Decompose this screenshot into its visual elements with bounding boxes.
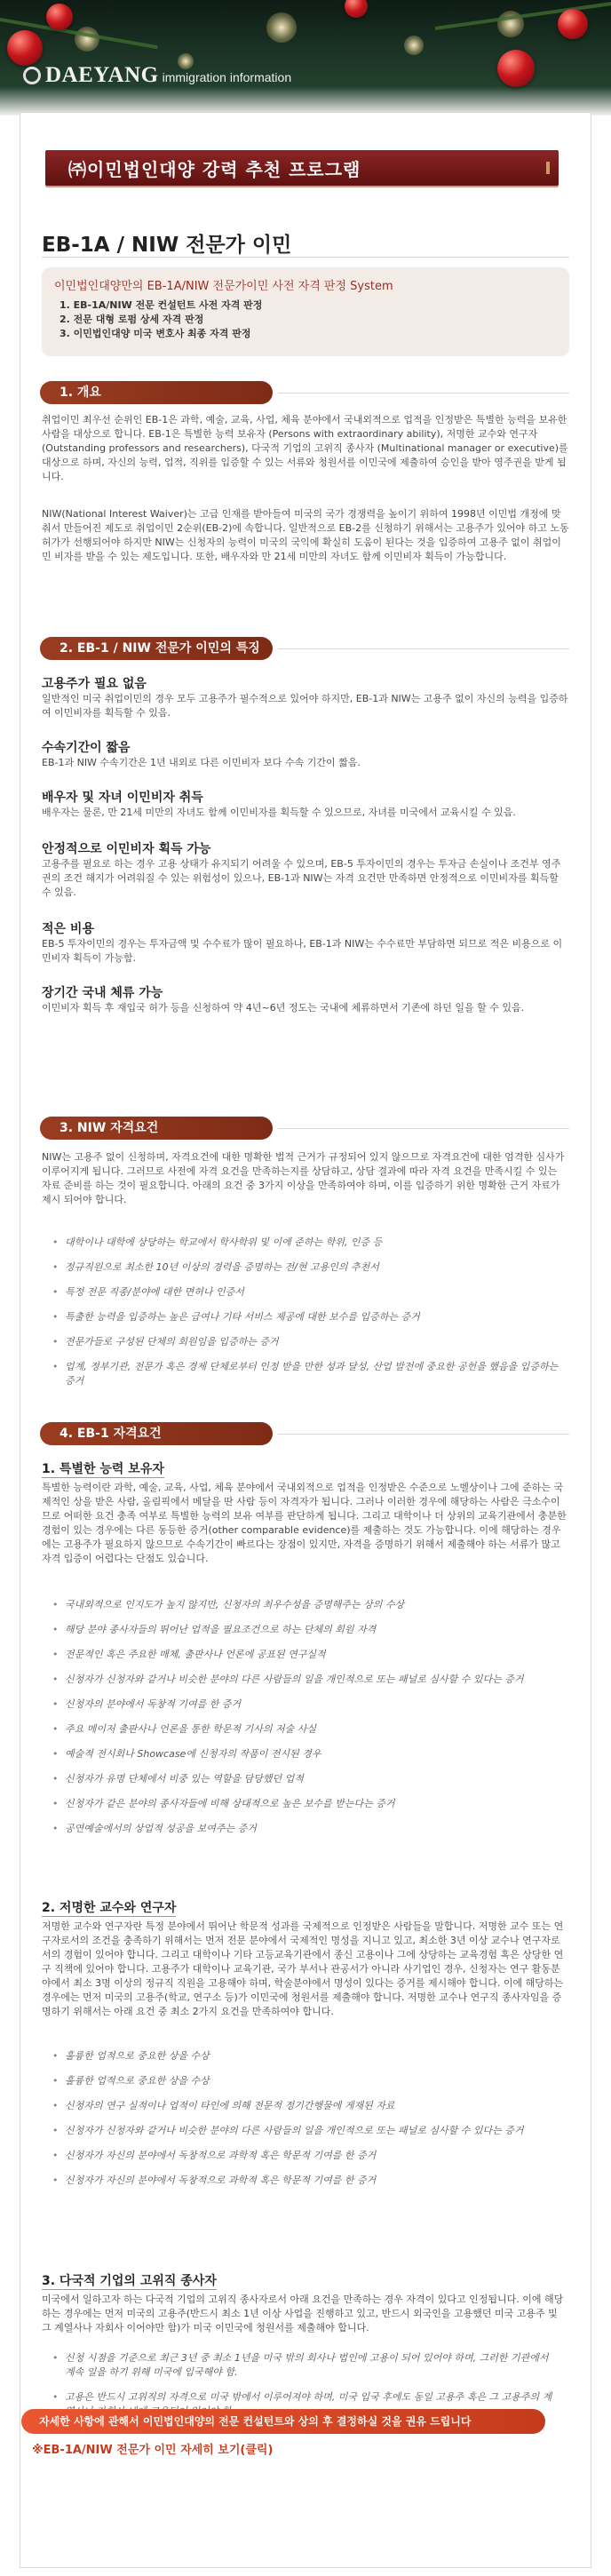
eb1-ability-list	[52, 1598, 559, 1847]
light-bokeh	[404, 36, 424, 55]
light-bokeh	[75, 27, 99, 52]
list-item: • 예술적 전시회나 Showcase에 신청자의 작품이 전시된 경우	[52, 1747, 559, 1761]
ornament-ball	[46, 4, 73, 30]
section-divider	[278, 1128, 569, 1129]
consult-notice-banner: 자세한 사항에 관해서 이민법인대양의 전문 컨설턴트와 상의 후 결정하실 것을 권유 드립니다	[21, 2409, 545, 2434]
list-item: • 해당 분야 종사자들의 뛰어난 업적을 필요조건으로 하는 단체의 회원 자격	[52, 1623, 559, 1637]
feature-text: EB-5 투자이민의 경우는 투자금액 및 수수료가 많이 필요하나, EB-1과 NIW는 수수료만 부담하면 되므로 적은 비용으로 이민비자 획득이 가능함.	[42, 938, 563, 964]
feature-text: EB-1과 NIW 수속기간은 1년 내외로 다른 이민비자 보다 수속 기간이 짧음.	[42, 757, 361, 768]
feature-heading: 고용주가 필요 없음	[42, 677, 147, 691]
section-divider	[278, 393, 569, 394]
ornament-ball	[497, 50, 535, 87]
list-item: • 훌륭한 업적으로 중요한 상을 수상	[52, 2049, 559, 2063]
list-item: • 특출한 능력을 입증하는 높은 급여나 기타 서비스 제공에 대한 보수를 입증하는 증거	[52, 1310, 559, 1324]
banner-ornament-icon	[546, 162, 550, 174]
ornament-ball	[7, 30, 43, 66]
content-frame	[20, 112, 591, 2568]
overview-paragraph: 취업이민 최우선 순위인 EB-1은 과학, 예술, 교육, 사업, 체육 분야에서 국내외적으로 업적을 인정받은 특별한 능력을 보유한 사람을 대상으로 합니다. EB-1은 특별한 능력 보유자 (Persons with extraordinary ability), 저명한 교수와 연구자 (Outstanding professors and researchers), 다국적 기업의 고위직 종사자 (Multinational manager or executive)를 대상으로 하며, 자신의 능력, 업적, 직위를 입증할 수 있는 서류와 청원서를 이민국에 제출하여 승인을 받아 영주권을 받게 됩니다.	[42, 414, 568, 482]
list-item: • 전문가들로 구성된 단체의 회원임을 입증하는 증거	[52, 1335, 559, 1349]
section-heading-overview: 1. 개요	[40, 381, 273, 404]
summary-item: 2. 전문 대형 로펌 상세 자격 판정	[60, 314, 204, 325]
list-item: • 공연예술에서의 상업적 성공을 보여주는 증거	[52, 1822, 559, 1836]
list-item: • 훌륭한 업적으로 중요한 상을 수상	[52, 2074, 559, 2088]
list-item: • 특정 전문 직종/분야에 대한 면허나 인증서	[52, 1285, 559, 1300]
feature-heading: 배우자 및 자녀 이민비자 취득	[42, 791, 203, 805]
logo[interactable]	[23, 64, 291, 86]
list-item: • 신청자가 같은 분야의 종사자들에 비해 상대적으로 높은 보수를 받는다는 증거	[52, 1797, 559, 1811]
feature-text: 배우자는 물론, 만 21세 미만의 자녀도 함께 이민비자를 획득할 수 있으므로, 자녀를 미국에서 교육시킬 수 있음.	[42, 807, 516, 818]
list-item: • 대학이나 대학에 상당하는 학교에서 학사학위 및 이에 준하는 학위, 인증 등	[52, 1236, 559, 1250]
list-item: • 국내외적으로 인지도가 높지 않지만, 신청자의 최우수성을 증명해주는 상의 수상	[52, 1598, 559, 1612]
section-heading-eb1: 4. EB-1 자격요건	[40, 1422, 273, 1445]
summary-item: 3. 이민법인대양 미국 변호사 최종 자격 판정	[60, 328, 251, 339]
list-item: • 신청자가 자신의 분야에서 독창적으로 과학적 혹은 학문적 기여를 한 증거	[52, 2149, 559, 2163]
eb1-paragraph: 미국에서 일하고자 하는 다국적 기업의 고위직 종사자로서 아래 요건을 만족하는 경우 자격이 있다고 인정됩니다. 이에 해당하는 경우에는 먼저 미국의 고용주(반드시 최소 1년 이상 사업을 진행하고 있고, 반드시 외국인을 고용했던 미국 고용주 및 그 계열사나 자회사 이어야만 함)가 미국 이민국에 청원서를 제출해야 합니다.	[42, 2294, 564, 2334]
list-item: • 신청 시점을 기준으로 최근 3년 중 최소 1년을 미국 밖의 회사나 법인에 고용이 되어 있어야 하며, 그러한 기관에서 계속 일을 하기 위해 미국에 입국해야 함.	[52, 2351, 559, 2380]
feature-text: 이민비자 획득 후 재입국 허가 등을 신청하여 약 4년~6년 정도는 국내에 체류하면서 기존에 하던 일을 할 수 있음.	[42, 1002, 525, 1014]
light-bokeh	[266, 12, 297, 43]
list-item: • 신청자가 유명 단체에서 비중 있는 역할을 담당했던 업적	[52, 1772, 559, 1786]
banner-title: ㈜이민법인대양 강력 추천 프로그램	[68, 158, 361, 180]
list-item: • 고용은 반드시 고위직의 자격으로 미국 밖에서 이루어져야 하며, 미국 입국 후에도 동일 고용주 혹은 그 고용주의 계	[52, 2390, 559, 2419]
summary-item: 1. EB-1A/NIW 전문 컨설턴트 사전 자격 판정	[60, 299, 263, 311]
list-item: • 신청자의 분야에서 독창적 기여를 한 증거	[52, 1697, 559, 1712]
list-item: • 주요 메이저 출판사나 언론을 통한 학문적 기사의 저술 사실	[52, 1722, 559, 1737]
feature-heading: 장기간 국내 체류 가능	[42, 986, 163, 1000]
section-divider	[278, 1434, 569, 1435]
ornament-ball	[558, 9, 588, 39]
section-divider	[278, 648, 569, 649]
logo-text: DAEYANG	[45, 63, 159, 87]
eb1-professor-list	[52, 2049, 559, 2198]
eb1-paragraph: 저명한 교수와 연구자란 특정 분야에서 뛰어난 학문적 성과를 국제적으로 인정받은 사람들을 말합니다. 저명한 교수 또는 연구자로서의 조건을 충족하기 위해서는 먼저 전문 분야에서 국제적인 명성을 지니고 있고, 최소한 3년 이상 교수나 연구자로서의 경험이 있어야 합니다. 그리고 대학이나 기타 고등교육기관에서 종신 고용이나 그에 상당하는 교육경험 혹은 상당한 연구 직책에 있어야 합니다. 고용주가 대학이나 교육기관, 국가 부서나 관공서가 아니라 사기업인 경우, 신청자는 연구 활동분야에서 최소 3명 이상의 정규직 직원을 고용해야 하며, 학술분야에서 명성이 있다는 증거를 제시해야 합니다. 이에 해당하는 경우에는 먼저 미국의 고용주(학교, 연구소 등)가 이민국에 청원서를 제출해야 합니다. 저명한 교수나 연구직 종사자임을 증명하기 위해서는 아래 요건 중 최소 2가지 요건을 만족하여야 합니다.	[42, 1920, 564, 2017]
list-item: • 업계, 정부기관, 전문가 혹은 경제 단체로부터 인정 받을 만한 성과 달성, 산업 발전에 중요한 공헌을 했음을 입증하는 증거	[52, 1360, 559, 1388]
list-item: • 정규직원으로 최소한 10년 이상의 경력을 증명하는 전/현 고용인의 추천서	[52, 1260, 559, 1275]
feature-heading: 수속기간이 짧음	[42, 741, 131, 755]
eb1-paragraph: 특별한 능력이란 과학, 예술, 교육, 사업, 체육 분야에서 국내외적으로 업적을 인정받은 수준으로 노벨상이나 그에 준하는 국제적인 상을 받은 사람, 올림픽에서 메달을 딴 사람 등이 자격자가 됩니다. 그러나 이러한 경우에 해당하는 사람은 극소수이므로 어떠한 요건 충족 여부로 특별한 능력의 보유 여부를 판단하게 됩니다. 그리고 대학이나 더 상위의 교육기관에서 충분한 경험이 있는 경우에는 다른 동등한 증거(other comparable evidence)를 제출하는 것도 가능합니다. 이에 해당하는 경우에는 고용주가 필요하지 않으므로 수속기간이 빠르다는 장점이 있지만, 자격을 증명하기 위해서 제출해야 하는 서류가 많고 자격 입증이 어렵다는 단점도 있습니다.	[42, 1482, 567, 1564]
list-item: • 신청자가 신청자와 같거나 비슷한 분야의 다른 사람들의 일을 개인적으로 또는 패널로 심사할 수 있다는 증거	[52, 1673, 559, 1687]
feature-text: 고용주를 필요로 하는 경우 고용 상태가 유지되기 어려울 수 있으며, EB-5 투자이민의 경우는 투자금 손실이나 조건부 영주권의 조건 해지가 어려워질 수 있는 위험성이 있으나, EB-1과 NIW는 자격 요건만 만족하면 안정적으로 이민비자를 획득할 수 있음.	[42, 858, 561, 898]
logo-subtitle: immigration information	[162, 70, 292, 84]
header-decoration	[0, 0, 611, 115]
section-heading-niw: 3. NIW 자격요건	[40, 1117, 273, 1140]
logo-mark-icon	[23, 67, 41, 84]
eb1-subheading: 2. 저명한 교수와 연구자	[42, 1898, 176, 1917]
feature-text: 일반적인 미국 취업이민의 경우 모두 고용주가 필수적으로 있어야 하지만, EB-1과 NIW는 고용주 없이 자신의 능력을 입증하여 이민비자를 획득할 수 있음.	[42, 693, 568, 719]
page-title: EB-1A / NIW 전문가 이민	[42, 234, 292, 257]
title-divider	[42, 257, 569, 258]
list-item: • 신청자의 연구 실적이나 업적이 타인에 의해 전문적 정기간행물에 게재된 자료	[52, 2099, 559, 2113]
summary-list	[54, 298, 557, 341]
eb1-subheading: 3. 다국적 기업의 고위직 종사자	[42, 2271, 217, 2290]
ornament-ball	[345, 0, 368, 18]
list-item: • 신청자가 자신의 분야에서 독창적으로 과학적 혹은 학문적 기여를 한 증거	[52, 2174, 559, 2188]
summary-box	[42, 267, 569, 356]
eb1-subheading: 1. 특별한 능력 보유자	[42, 1459, 164, 1478]
feature-heading: 안정적으로 이민비자 획득 가능	[42, 842, 211, 856]
overview-paragraph: NIW(National Interest Waiver)는 고급 인재를 받아들여 미국의 국가 경쟁력을 높이기 위하여 1998년 이민법 개정에 맞춰서 만들어진 제도로 취업이민 2순위(EB-2)에 속합니다. 일반적으로 EB-2를 신청하기 위해서는 고용주가 있어야 하고 노동허가가 선행되어야 하지만 NIW는 신청자의 능력이 미국의 국익에 확실히 도움이 된다는 것을 입증하여 고용주 없이 취업이민 비자를 받을 수 있는 제도입니다. 또한, 배우자와 만 21세 미만의 자녀도 함께 이민비자 획득이 가능합니다.	[42, 508, 569, 562]
list-item: • 신청자가 신청자와 같거나 비슷한 분야의 다른 사람들의 일을 개인적으로 또는 패널로 심사할 수 있다는 증거	[52, 2124, 559, 2138]
niw-paragraph: NIW는 고용주 없이 신청하며, 자격요건에 대한 명확한 법적 근거가 규정되어 있지 않으므로 자격요건에 대한 엄격한 심사가 이루어지게 됩니다. 그러므로 사전에 자격 요건을 만족하는지를 상담하고, 상담 결과에 따라 자격 요건을 만족시킬 수 있는 자료 준비를 하는 것이 필요합니다. 아래의 요건 중 3가지 이상을 만족하여야 하며, 이를 입증하기 위한 명확한 근거 자료가 제시 되어야 합니다.	[42, 1151, 565, 1205]
feature-heading: 적은 비용	[42, 922, 94, 936]
niw-requirements-list	[52, 1236, 559, 1399]
list-item: • 전문적인 혹은 주요한 매체, 출판사나 언론에 공표된 연구실적	[52, 1648, 559, 1662]
details-link[interactable]: ※EB-1A/NIW 전문가 이민 자세히 보기(클릭)	[32, 2444, 274, 2457]
summary-heading: 이민법인대양만의 EB-1A/NIW 전문가이민 사전 자격 판정 System	[54, 280, 393, 293]
program-banner	[45, 150, 559, 186]
section-heading-features: 2. EB-1 / NIW 전문가 이민의 특징	[40, 637, 273, 660]
